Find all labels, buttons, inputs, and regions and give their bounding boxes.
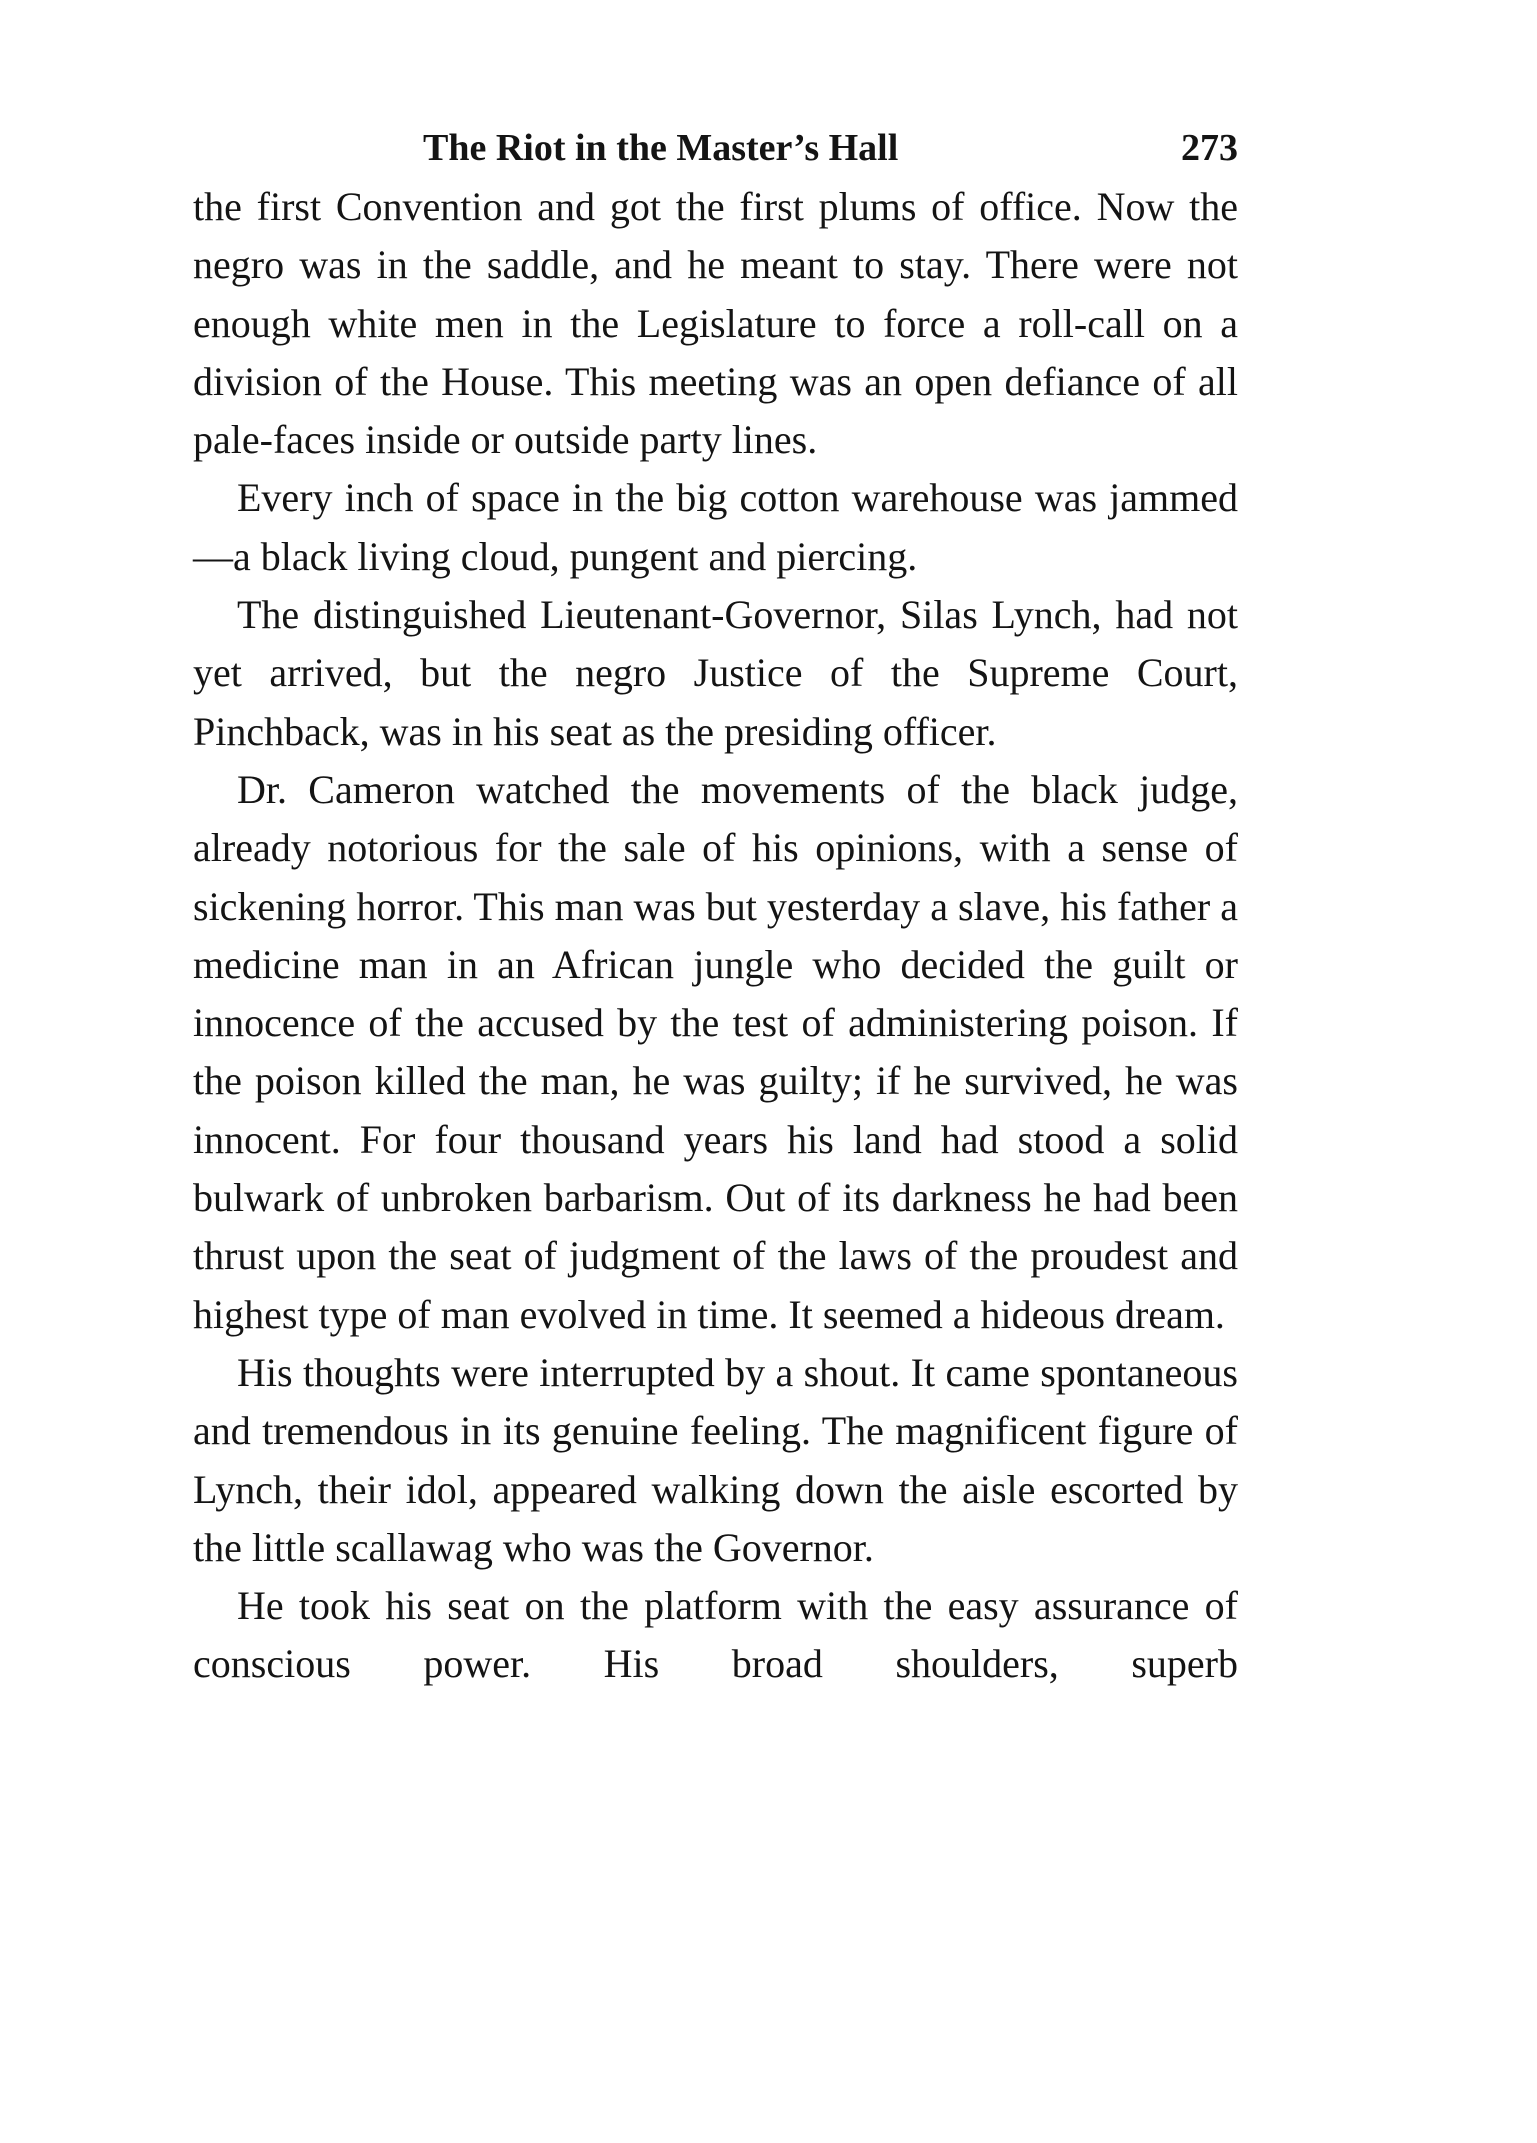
paragraph: His thoughts were interrupted by a shout. It came spontaneous and tremendous in its genuine feeling. The magnificent figure of Lynch, their idol, appeared walking down the aisle escorted by the little scallawag who was the Governor. (193, 1349, 1238, 1570)
running-head (193, 118, 1238, 178)
paragraph: The distinguished Lieutenant-Governor, Silas Lynch, had not yet arrived, but the negro Justice of the Supreme Court, Pinchback, was in his seat as the presiding officer. (193, 592, 1238, 754)
paragraph-continues: He took his seat on the platform with the easy assurance of conscious power. His broad shoulders, superb (193, 1583, 1238, 1687)
paragraph: Every inch of space in the big cotton warehouse was jammed—a black living cloud, pungent and piercing. (193, 475, 1238, 579)
body-text (193, 178, 1238, 1694)
paragraph: Dr. Cameron watched the movements of the black judge, already notorious for the sale of his opinions, with a sense of sickening horror. This man was but yesterday a slave, his father a medicine man in an African jungle who decided the guilt or innocence of the accused by the test of administering poison. If the poison killed the man, he was guilty; if he survived, he was innocent. For four thousand years his land had stood a solid bulwark of unbroken barbarism. Out of its darkness he had been thrust upon the seat of judgment of the laws of the proudest and highest type of man evolved in time. It seemed a hideous dream. (193, 766, 1238, 1337)
running-title: The Riot in the Master’s Hall (423, 127, 899, 169)
paragraph-continued: the first Convention and got the first plums of office. Now the negro was in the saddle, and he meant to stay. There were not enough white men in the Legislature to force a roll-call on a division of the House. This meeting was an open defiance of all pale-faces inside or outside party lines. (193, 184, 1238, 463)
book-page (193, 118, 1238, 1694)
page-number: 273 (1181, 127, 1238, 169)
